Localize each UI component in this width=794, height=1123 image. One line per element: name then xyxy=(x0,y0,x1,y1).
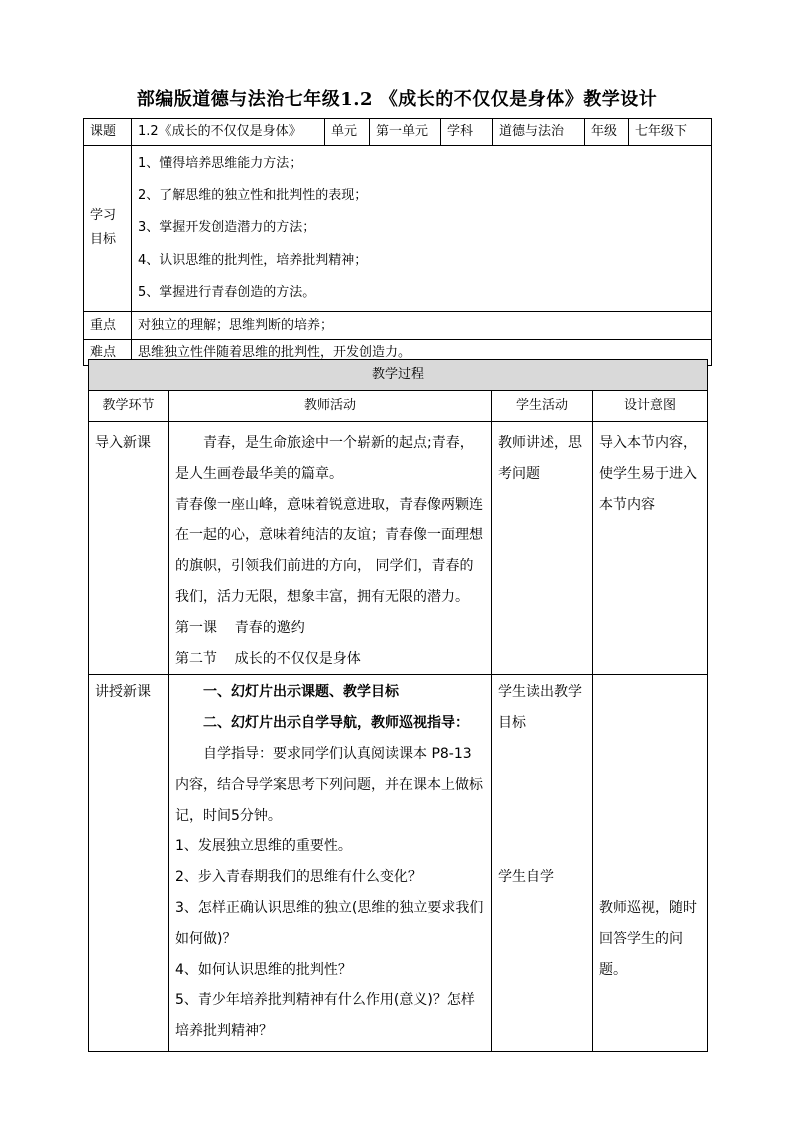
info-table xyxy=(83,118,712,366)
grade-value: 七年级下 xyxy=(629,119,712,146)
label-key: 重点 xyxy=(84,311,132,339)
goals-cell xyxy=(132,146,712,312)
col-stage: 教学环节 xyxy=(89,391,169,422)
lecture-student: 学生读出教学目标 学生自学 xyxy=(492,675,593,1052)
intro-teacher: 青春，是生命旅途中一个崭新的起点;青春，是人生画卷最华美的篇章。 青春像一座山峰，意味着锐意进取，青春像两颗连在一起的心，意味着纯洁的友谊；青春像一面理想的旗帜，引领我们前进的方向， 同学们，青春的我们，活力无限，想象丰富，拥有无限的潜力。 第一课 青春的邀约 第二节 成长的不仅仅是身体 xyxy=(169,422,492,675)
label-unit: 单元 xyxy=(325,119,370,146)
intro-design: 导入本节内容，使学生易于进入本节内容 xyxy=(593,422,708,675)
page-title: 部编版道德与法治七年级1.2 《成长的不仅仅是身体》教学设计 xyxy=(136,89,658,110)
lecture-teacher: 一、幻灯片出示课题、教学目标 二、幻灯片出示自学导航，教师巡视指导： 自学指导：要求同学们认真阅读课本 P8-13内容，结合导学案思考下列问题，并在课本上做标记，时间5分钟。 1、发展独立思维的重要性。 2、步入青春期我们的思维有什么变化？ 3、怎样正确认识思维的独立(思维的独立要求我们如何做)？ 4、如何认识思维的批判性？ 5、青少年培养批判精神有什么作用(意义)？怎样培养批判精神？ xyxy=(169,675,492,1052)
label-grade: 年级 xyxy=(585,119,629,146)
lecture-design: 教师巡视，随时回答学生的问题。 xyxy=(593,675,708,1052)
key-value: 对独立的理解；思维判断的培养； xyxy=(132,311,712,339)
col-student: 学生活动 xyxy=(492,391,593,422)
unit-value: 第一单元 xyxy=(370,119,441,146)
topic-value: 1.2《成长的不仅仅是身体》 xyxy=(132,119,325,146)
col-teacher: 教师活动 xyxy=(169,391,492,422)
goal-item: 1、懂得培养思维能力方法； xyxy=(138,156,303,171)
goal-item: 5、掌握进行青春创造的方法。 xyxy=(138,284,316,300)
intro-stage: 导入新课 xyxy=(89,422,169,675)
lecture-stage: 讲授新课 xyxy=(89,675,169,1052)
difficult-value: 思维独立性伴随着思维的批判性，开发创造力。 xyxy=(132,339,712,365)
label-topic: 课题 xyxy=(84,119,132,146)
col-design: 设计意图 xyxy=(593,391,708,422)
goal-item: 4、认识思维的批判性，培养批判精神； xyxy=(138,252,368,268)
label-subject: 学科 xyxy=(441,119,493,146)
label-goals: 学习目标 xyxy=(84,146,132,312)
goal-item: 2、了解思维的独立性和批判性的表现； xyxy=(138,188,368,204)
subject-value: 道德与法治 xyxy=(493,119,585,146)
goal-item: 3、掌握开发创造潜力的方法； xyxy=(138,220,316,236)
label-difficult: 难点 xyxy=(84,339,132,365)
process-table xyxy=(88,359,708,1052)
process-heading: 教学过程 xyxy=(89,360,708,391)
intro-student: 教师讲述，思考问题 xyxy=(492,422,593,675)
